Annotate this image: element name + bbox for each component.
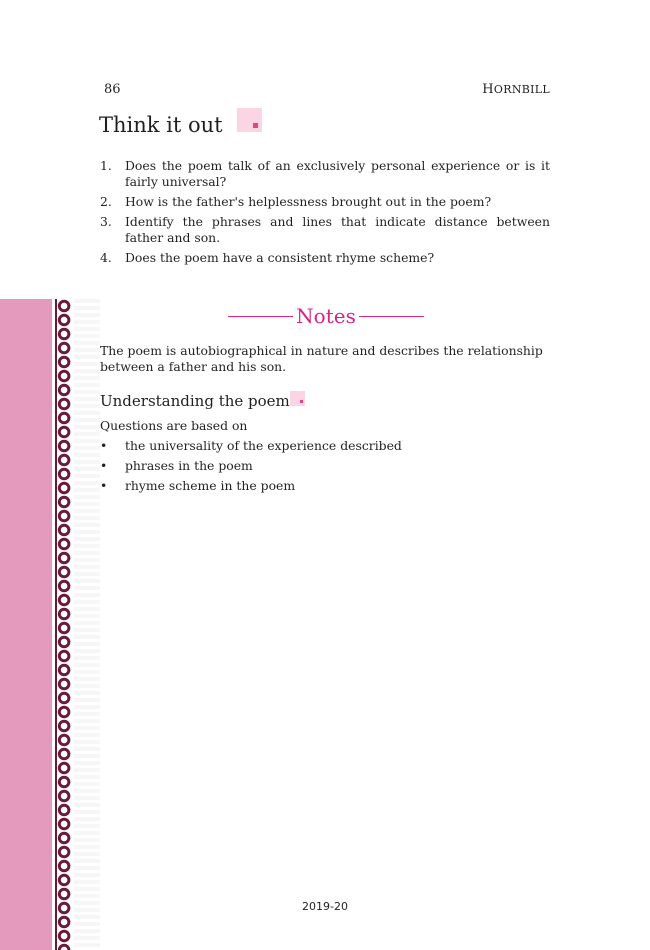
question-item: [100, 214, 550, 246]
subheading-decoration-dot: [300, 400, 303, 403]
footer-year: 2019-20: [302, 900, 348, 913]
question-item: [100, 250, 550, 266]
notes-margin-chain-pattern: [52, 299, 74, 950]
notes-margin-band: [0, 299, 52, 950]
topic-text: rhyme scheme in the poem: [125, 478, 296, 493]
question-number: 3.: [100, 214, 112, 229]
question-number: 2.: [100, 194, 112, 209]
topic-item: [100, 438, 550, 454]
question-item: [100, 194, 550, 210]
topic-item: [100, 478, 550, 494]
bullet-icon: •: [100, 478, 108, 493]
title-decoration-dot: [253, 123, 258, 128]
question-text: How is the father's helplessness brought out in the poem?: [125, 194, 492, 209]
subheading-decoration-square: [290, 391, 305, 406]
question-number: 1.: [100, 158, 112, 173]
question-text: Identify the phrases and lines that indicate distance between father and son.: [125, 214, 550, 245]
based-on-text: Questions are based on: [100, 418, 248, 433]
notes-heading-label: Notes: [296, 304, 356, 328]
question-number: 4.: [100, 250, 112, 265]
running-title: [482, 82, 550, 97]
page-number: 86: [104, 82, 121, 97]
understanding-heading: Understanding the poem: [100, 392, 290, 410]
question-list: [100, 158, 550, 270]
topic-text: the universality of the experience described: [125, 438, 402, 453]
question-item: [100, 158, 550, 190]
running-title-cap: H: [482, 82, 494, 97]
notes-heading-rule-right: [359, 316, 424, 317]
notes-heading: [228, 303, 424, 329]
notes-heading-rule-left: [228, 316, 293, 317]
topic-item: [100, 458, 550, 474]
topic-list: [100, 438, 550, 498]
topic-text: phrases in the poem: [125, 458, 253, 473]
bullet-icon: •: [100, 458, 108, 473]
think-it-out-title: Think it out: [99, 113, 223, 137]
notes-intro: The poem is autobiographical in nature and describes the relationship between a father and his son.: [100, 343, 543, 374]
title-decoration-square: [237, 108, 262, 132]
question-text: Does the poem have a consistent rhyme scheme?: [125, 250, 435, 265]
question-text: Does the poem talk of an exclusively personal experience or is it fairly universal?: [125, 158, 550, 189]
notes-margin-texture: [74, 299, 100, 950]
bullet-icon: •: [100, 438, 108, 453]
running-title-rest: ORNBILL: [493, 83, 550, 96]
